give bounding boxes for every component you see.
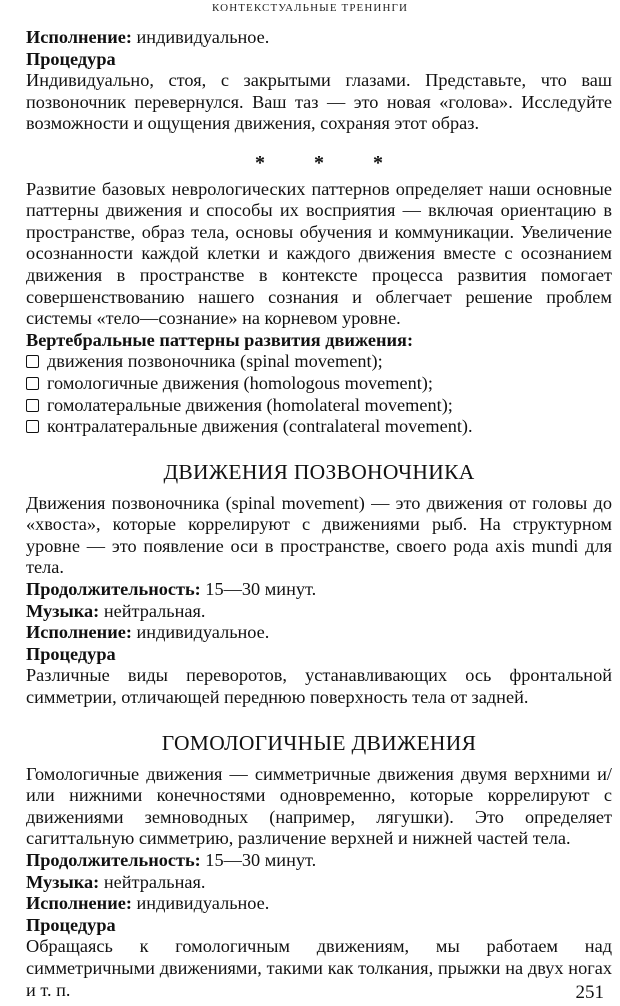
checkbox-bullet-icon [26, 377, 39, 390]
execution-line [26, 27, 612, 49]
development-paragraph: Развитие базовых неврологических паттернов определяет наши основные паттерны движения и способы их восприятия — включая ориентацию в пространстве, образ тела, основы обучения и коммуникации. Увеличение осознанности каждой клетки и каждого движения вместе с осознанием движения в пространстве в контексте процесса развития помогает совершенствованию нашего сознания и облегчает решение проблем системы «тело—сознание» на корневом уровне. [26, 178, 612, 329]
duration-line: Продолжительность: 15—30 минут. [26, 850, 317, 870]
page-content [26, 27, 612, 1001]
execution-line: Исполнение: индивидуальное. [26, 622, 270, 643]
execution-line: Исполнение: индивидуальное. [26, 893, 270, 914]
procedure-label: Процедура [26, 643, 116, 664]
list-item: гомолатеральные движения (homolateral movement); [26, 395, 612, 417]
list-item: движения позвоночника (spinal movement); [26, 351, 612, 373]
duration-line: Продолжительность: 15—30 минут. [26, 579, 317, 600]
procedure-text: Индивидуально, стоя, с закрытыми глазами. Представьте, что ваш позвоночник перевернулся. Ваш таз — это новая «голова». Исследуйте возможности и ощущения движения, сохраняя этот образ. [26, 70, 612, 134]
list-item: гомологичные движения (homologous movement); [26, 373, 612, 395]
patterns-list-title: Вертебральные паттерны развития движения: [26, 329, 414, 350]
procedure-text: Обращаясь к гомологичным движениям, мы работаем над симметричными движениями, такими как толкания, прыжки на двух ногах и т. п. [26, 936, 612, 1000]
procedure-label: Процедура [26, 914, 116, 935]
execution-value: индивидуальное. [131, 27, 270, 47]
music-line: Музыка: нейтральная. [26, 871, 206, 892]
patterns-list [26, 351, 612, 437]
checkbox-bullet-icon [26, 355, 39, 368]
spinal-paragraph: Движения позвоночника (spinal movement) — это движения от головы до «хвоста», которые коррелируют с движениями рыб. На структурном уровне — это появление оси в пространстве, своего рода axis mundi для тела. [26, 492, 612, 578]
homologous-paragraph: Гомологичные движения — симметричные движения двумя верхними и/или нижними конечностями одновременно, которые коррелируют с движениями земноводных (например, лягушки). Это определяет сагиттальную симметрию, различение верхней и нижней частей тела. [26, 763, 612, 849]
procedure-text: Различные виды переворотов, устанавливающих ось фронтальной симметрии, отличающей переднюю поверхность тела от задней. [26, 665, 612, 708]
page-number: 251 [575, 982, 604, 1003]
list-item: контралатеральные движения (contralateral movement). [26, 416, 612, 438]
execution-label: Исполнение: [26, 27, 132, 47]
section-heading-spinal: ДВИЖЕНИЯ ПОЗВОНОЧНИКА [163, 459, 475, 484]
procedure-label: Процедура [26, 48, 116, 69]
checkbox-bullet-icon [26, 420, 39, 433]
checkbox-bullet-icon [26, 399, 39, 412]
section-heading-homologous: ГОМОЛОГИЧНЫЕ ДВИЖЕНИЯ [161, 730, 477, 755]
running-header: КОНТЕКСТУАЛЬНЫЕ ТРЕНИНГИ [211, 2, 408, 14]
section-separator: * * * [255, 151, 405, 174]
music-line: Музыка: нейтральная. [26, 600, 206, 621]
